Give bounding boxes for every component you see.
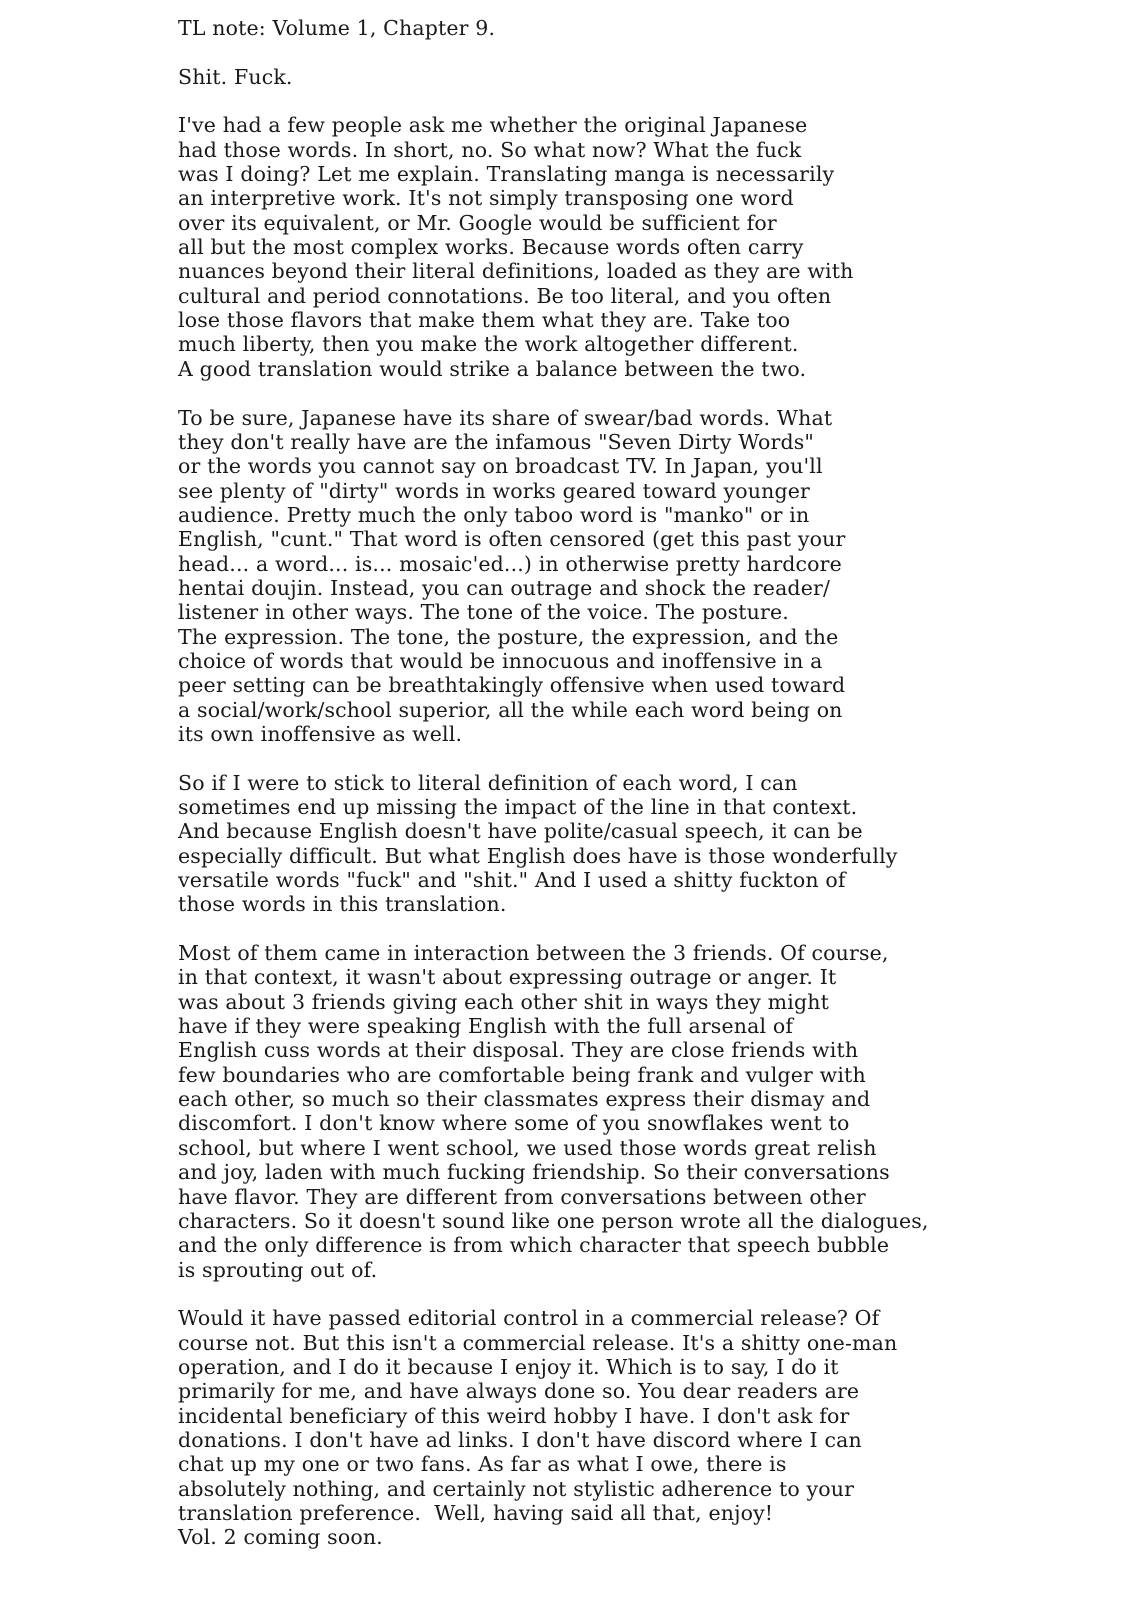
text-line: was I doing? Let me explain. Translating manga is necessarily (178, 162, 835, 187)
text-line: and the only difference is from which character that speech bubble (178, 1233, 890, 1258)
text-line: they don't really have are the infamous "Seven Dirty Words" (178, 429, 815, 454)
text-line: its own inoffensive as well. (178, 721, 463, 746)
text-line: nuances beyond their literal definitions, loaded as they are with (178, 259, 854, 284)
text-line: those words in this translation. (178, 892, 507, 917)
opening-line: Shit. Fuck. (178, 64, 293, 89)
text-line: have flavor. They are different from conversations between other (178, 1184, 866, 1209)
text-line: Most of them came in interaction between the 3 friends. Of course, (178, 941, 889, 966)
text-line: I've had a few people ask me whether the original Japanese (178, 113, 808, 138)
text-line: or the words you cannot say on broadcast TV. In Japan, you'll (178, 454, 823, 479)
spacer (178, 917, 1088, 941)
text-line: listener in other ways. The tone of the voice. The posture. (178, 600, 789, 625)
text-line: an interpretive work. It's not simply transposing one word (178, 186, 794, 211)
text-line: lose those flavors that make them what they are. Take too (178, 308, 791, 333)
text-line: English cuss words at their disposal. They are close friends with (178, 1038, 859, 1063)
text-line: choice of words that would be innocuous and inoffensive in a (178, 648, 823, 673)
text-line: primarily for me, and have always done so. You dear readers are (178, 1379, 860, 1404)
body-paragraphs (178, 113, 1088, 1549)
text-line: audience. Pretty much the only taboo word is "manko" or in (178, 502, 810, 527)
text-line: English, "cunt." That word is often censored (get this past your (178, 527, 846, 552)
text-line: course not. But this isn't a commercial release. It's a shitty one-man (178, 1330, 898, 1355)
paragraph-3 (178, 771, 1088, 917)
text-line: Would it have passed editorial control in a commercial release? Of (178, 1306, 880, 1331)
spacer (178, 89, 1088, 113)
text-line: chat up my one or two fans. As far as what I owe, there is (178, 1452, 787, 1477)
text-line: see plenty of "dirty" words in works geared toward younger (178, 478, 810, 503)
text-line: hentai doujin. Instead, you can outrage and shock the reader/ (178, 575, 830, 600)
text-line: donations. I don't have ad links. I don't have discord where I can (178, 1427, 862, 1452)
text-line: few boundaries who are comfortable being frank and vulger with (178, 1062, 866, 1087)
paragraph-5 (178, 1306, 1088, 1549)
tl-note-document (178, 16, 1088, 1550)
text-line: absolutely nothing, and certainly not stylistic adherence to your (178, 1476, 855, 1501)
text-line: school, but where I went school, we used those words great relish (178, 1135, 877, 1160)
text-line: versatile words "fuck" and "shit." And I used a shitty fuckton of (178, 868, 846, 893)
text-line: So if I were to stick to literal definition of each word, I can (178, 770, 798, 795)
paragraph-2 (178, 406, 1088, 747)
text-line: had those words. In short, no. So what now? What the fuck (178, 137, 802, 162)
text-line: especially difficult. But what English does have is those wonderfully (178, 843, 898, 868)
spacer (178, 381, 1088, 405)
text-line: discomfort. I don't know where some of you snowflakes went to (178, 1111, 850, 1136)
text-line: over its equivalent, or Mr. Google would be sufficient for (178, 210, 777, 235)
text-line: operation, and I do it because I enjoy it. Which is to say, I do it (178, 1354, 839, 1379)
text-line: a social/work/school superior, all the while each word being on (178, 697, 843, 722)
text-line: incidental beneficiary of this weird hobby I have. I don't ask for (178, 1403, 850, 1428)
text-line: head... a word... is... mosaic'ed...) in otherwise pretty hardcore (178, 551, 842, 576)
text-line: all but the most complex works. Because words often carry (178, 235, 804, 260)
text-line: was about 3 friends giving each other shit in ways they might (178, 989, 829, 1014)
text-line: each other, so much so their classmates express their dismay and (178, 1087, 871, 1112)
text-line: much liberty, then you make the work altogether different. (178, 332, 799, 357)
text-line: Vol. 2 coming soon. (178, 1525, 383, 1550)
text-line: sometimes end up missing the impact of the line in that context. (178, 795, 858, 819)
document-header: TL note: Volume 1, Chapter 9. (178, 16, 496, 40)
text-line: characters. So it doesn't sound like one person wrote all the dialogues, (178, 1208, 929, 1233)
spacer (178, 1282, 1088, 1306)
text-line: have if they were speaking English with the full arsenal of (178, 1014, 794, 1039)
text-line: in that context, it wasn't about expressing outrage or anger. It (178, 965, 837, 990)
text-line: A good translation would strike a balance between the two. (178, 356, 807, 381)
text-line: The expression. The tone, the posture, the expression, and the (178, 624, 839, 649)
text-line: peer setting can be breathtakingly offensive when used toward (178, 673, 846, 698)
text-line: To be sure, Japanese have its share of swear/bad words. What (178, 405, 833, 430)
paragraph-4 (178, 941, 1088, 1282)
text-line: And because English doesn't have polite/casual speech, it can be (178, 819, 863, 844)
text-line: and joy, laden with much fucking friendship. So their conversations (178, 1160, 890, 1185)
text-line: translation preference. Well, having said all that, enjoy! (178, 1500, 774, 1525)
paragraph-1 (178, 113, 1088, 381)
text-line: is sprouting out of. (178, 1257, 378, 1282)
spacer (178, 746, 1088, 770)
text-line: cultural and period connotations. Be too literal, and you often (178, 283, 832, 308)
spacer (178, 40, 1088, 64)
